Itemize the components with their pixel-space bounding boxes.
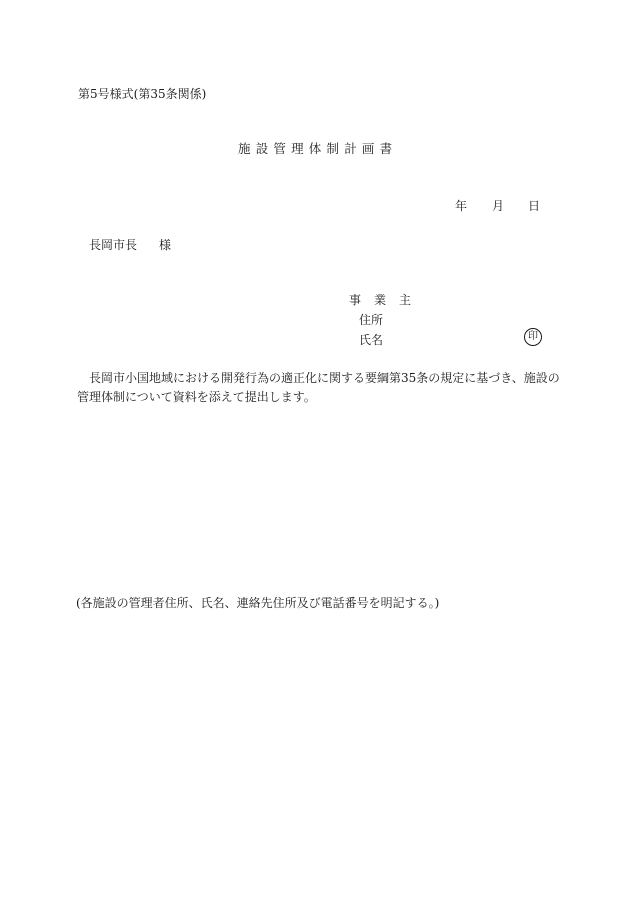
date-year-label: 年 <box>455 199 468 213</box>
date-month-label: 月 <box>492 199 505 213</box>
body-text <box>77 369 563 407</box>
addressee-honorific: 様 <box>159 238 172 252</box>
date-day-label: 日 <box>528 199 541 213</box>
body-line: 長岡市小国地域における開発行為の適正化に関する要綱第35条の規定に基づき、施設の <box>89 371 560 385</box>
applicant-address-label: 住所 <box>359 313 384 327</box>
document-title: 施設管理体制計画書 <box>238 141 398 156</box>
seal-mark-icon: 印 <box>524 328 542 346</box>
addressee <box>89 239 171 251</box>
addressee-name: 長岡市長 <box>89 238 138 252</box>
form-number: 第5号様式(第35条関係) <box>78 87 207 101</box>
footnote: (各施設の管理者住所、氏名、連絡先住所及び電話番号を明記する。) <box>76 596 440 610</box>
body-line: 管理体制について資料を添えて提出します。 <box>77 390 316 404</box>
applicant-heading: 事業主 <box>349 293 425 307</box>
applicant-name-label: 氏名 <box>359 333 384 347</box>
